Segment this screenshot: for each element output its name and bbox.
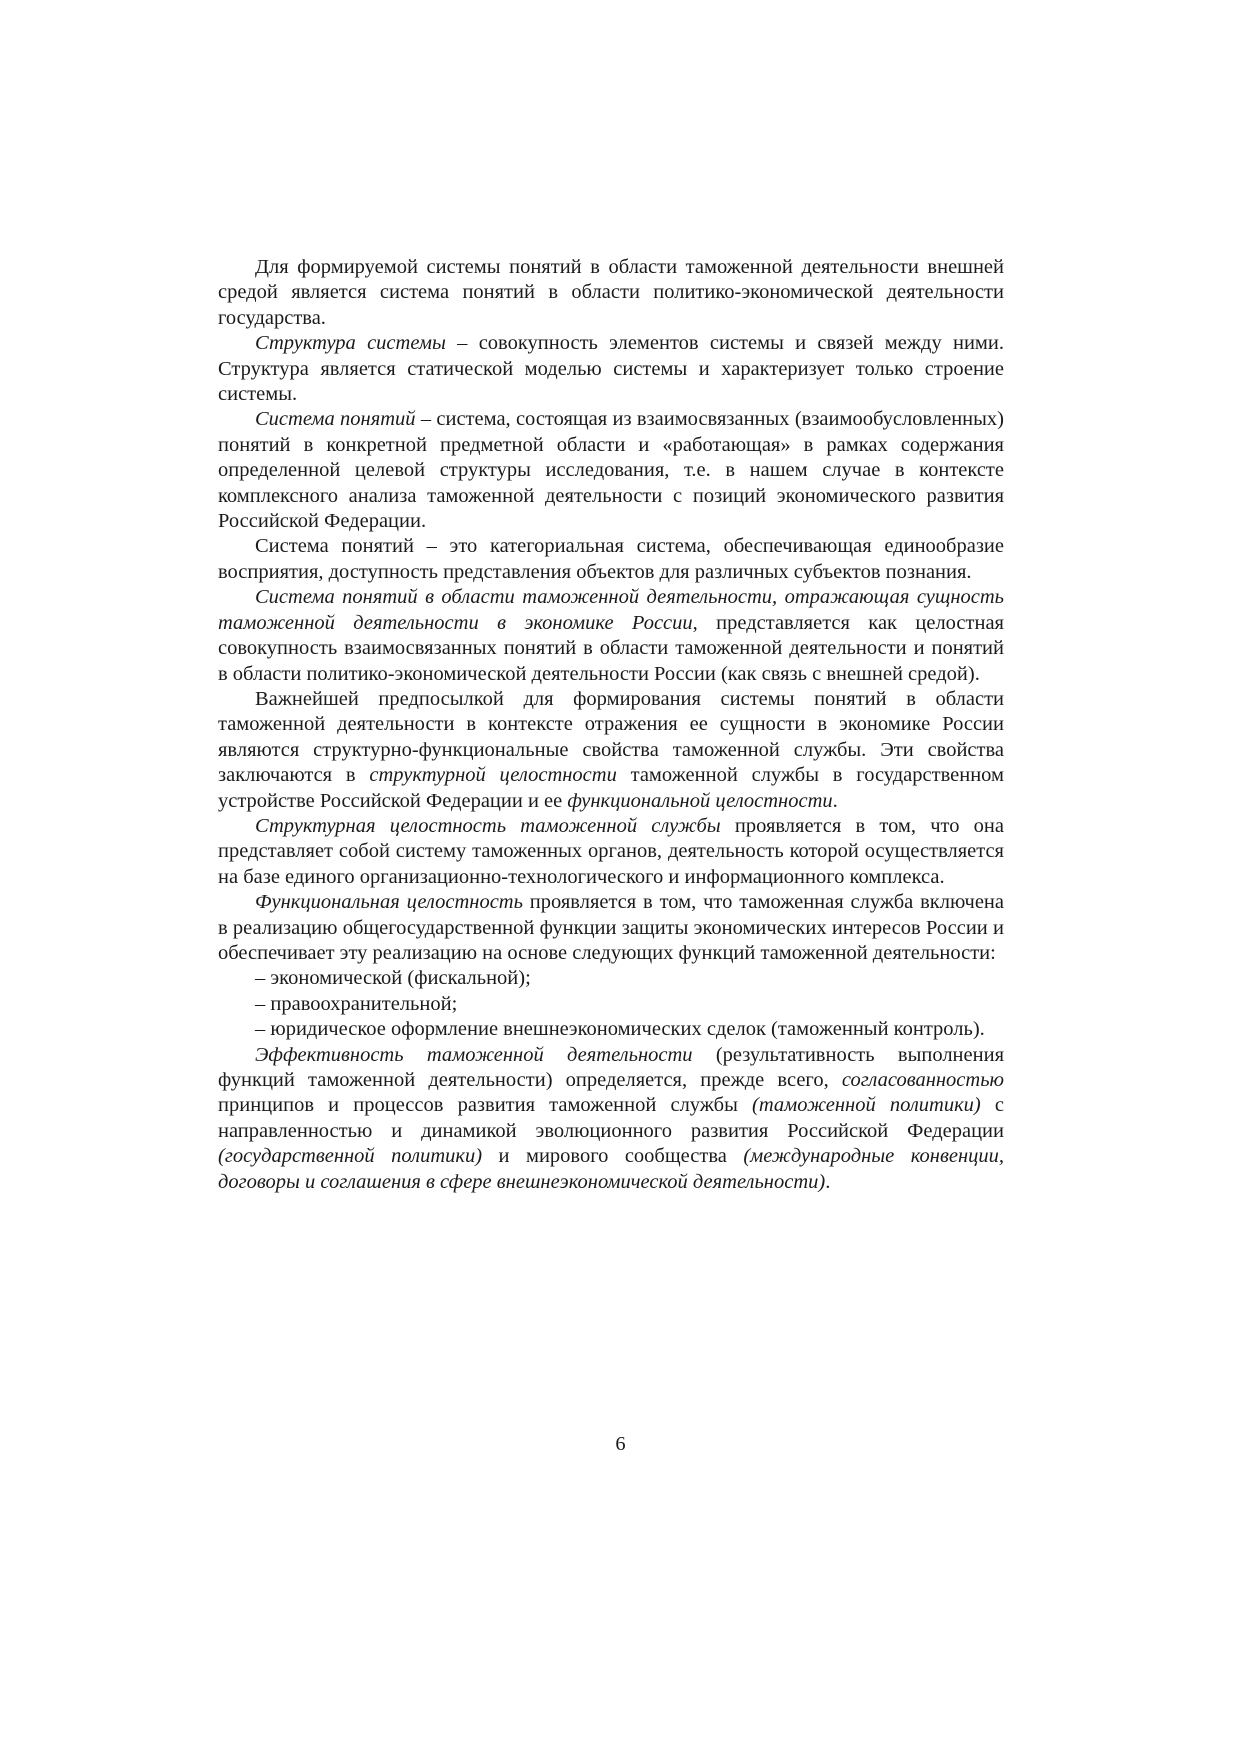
term-concept-system: Система понятий — [255, 408, 416, 431]
paragraph-concept-system — [218, 407, 1004, 534]
paragraph-text: с направленностью и динамикой эволюционного развития Российской Федерации — [218, 1094, 1004, 1142]
paragraph-external-environment — [218, 255, 1004, 331]
paragraph-text: Система понятий – это категориальная система, обеспечивающая единообразие восприятия, доступность представления объектов для различных субъектов познания. — [218, 535, 1004, 583]
paragraph-text: и мирового сообщества — [482, 1145, 744, 1168]
term-consistency: согласованностью — [841, 1069, 1004, 1091]
term-functional-integrity-def: Функциональная целостность — [255, 891, 523, 914]
term-system-structure: Структура системы — [255, 332, 446, 355]
paragraph-efficiency — [218, 1043, 1004, 1195]
term-state-policy: (государственной политики) — [218, 1145, 483, 1168]
paragraph-text: Важнейшей предпосылкой для формирования системы понятий в области таможенной деятельности в контексте отражения ее сущности в экономике России являются структурно-функциональные свойства таможенной службы. Эти свойства заключаются в — [218, 687, 1004, 787]
term-structural-integrity: структурной целостности — [369, 764, 617, 787]
paragraph-text: , представляется как целостная совокупность взаимосвязанных понятий в области таможенной деятельности и понятий в области политико-экономической деятельности России (как связь с внешней средой). — [218, 611, 1004, 685]
list-item-legal-registration: – юридическое оформление внешнеэкономических сделок (таможенный контроль). — [255, 1018, 985, 1041]
paragraph-text: – совокупность элементов системы и связей между ними. Структура является статической моделью системы и характеризует только строение системы. — [218, 332, 1004, 406]
page-body — [218, 255, 1004, 1195]
term-customs-concept-system: Система понятий в области таможенной деятельности, отражающая сущность таможенной деятельности в экономике России — [218, 586, 1004, 634]
paragraph-categorical-system — [218, 534, 1004, 585]
paragraph-customs-concept-system — [218, 585, 1004, 687]
term-international-conventions: (международные конвенции, договоры и соглашения в сфере внешнеэкономической деятельности) — [218, 1145, 1004, 1193]
paragraph-text: . — [832, 789, 838, 812]
paragraph-text: принципов и процессов развития таможенной службы — [218, 1094, 753, 1117]
paragraph-text: (результативность выполнения функций таможенной деятельности) определяется, прежде всего, — [218, 1043, 1004, 1091]
paragraph-prerequisite — [218, 687, 1004, 814]
term-efficiency: Эффективность таможенной деятельности — [255, 1043, 693, 1066]
paragraph-text: – система, состоящая из взаимосвязанных (взаимообусловленных) понятий в конкретной предметной области и «работающая» в рамках содержания определенной целевой структуры исследования, т.е. в нашем случае в контексте комплексного анализа таможенной деятельности с позиций экономического развития Российской Федерации. — [218, 408, 1004, 533]
paragraph-text: . — [825, 1170, 831, 1193]
page-number: 6 — [615, 1433, 626, 1455]
paragraph-structural-integrity — [218, 814, 1004, 890]
paragraph-text: Для формируемой системы понятий в области таможенной деятельности внешней средой является система понятий в области политико-экономической деятельности государства. — [218, 256, 1004, 329]
paragraph-system-structure — [218, 331, 1004, 407]
paragraph-text: таможенной службы в государственном устройстве Российской Федерации и ее — [218, 764, 1005, 812]
list-item-law-enforcement: – правоохранительной; — [255, 992, 458, 1015]
term-functional-integrity: функциональной целостности — [567, 789, 833, 812]
paragraph-functional-integrity — [218, 890, 1004, 966]
paragraph-text: проявляется в том, что она представляет собой систему таможенных органов, деятельность которой осуществляется на базе единого организационно-технологического и информационного комплекса. — [218, 814, 1005, 888]
term-customs-policy: (таможенной политики) — [752, 1094, 981, 1117]
list-item-economic: – экономической (фискальной); — [255, 967, 531, 990]
paragraph-text: проявляется в том, что таможенная служба включена в реализацию общегосударственной функции защиты экономических интересов России и обеспечивает эту реализацию на основе следующих функций таможенной деятельности: — [218, 891, 1004, 964]
term-structural-integrity-service: Структурная целостность таможенной службы — [255, 814, 721, 837]
